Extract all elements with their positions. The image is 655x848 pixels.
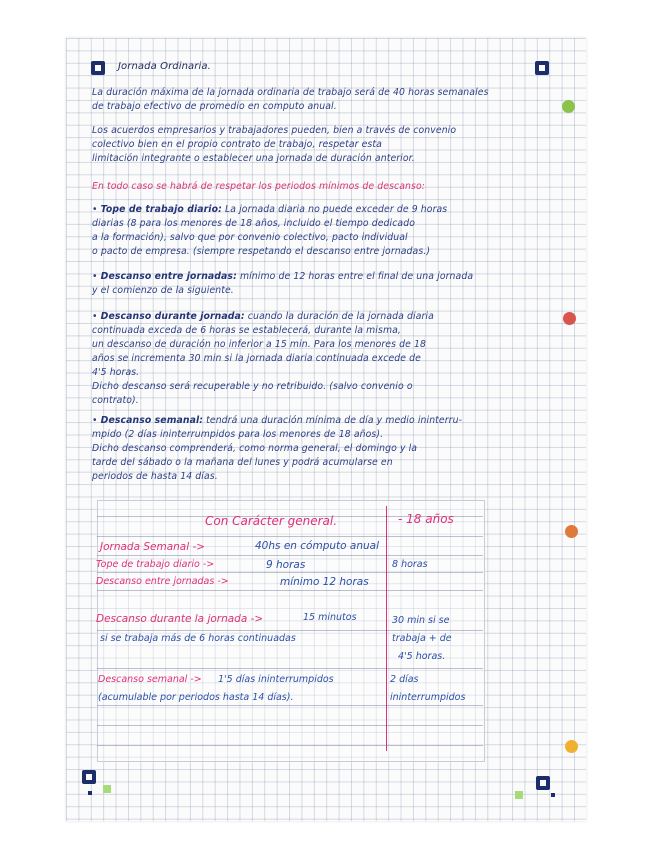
table-row-label: Descanso durante la jornada ->	[96, 613, 264, 625]
table-rule	[97, 725, 483, 726]
tab-marker	[551, 793, 555, 797]
binder-hole	[563, 312, 576, 325]
binder-hole	[562, 100, 575, 113]
paragraph-line: La duración máxima de la jornada ordinaria de trabajo será de 40 horas semanales	[92, 87, 489, 98]
table-cell-minors: 8 horas	[392, 559, 428, 570]
bullet-line: un descanso de duración no inferior a 15 min. Para los menores de 18	[92, 339, 427, 350]
bullet-line: y el comienzo de la siguiente.	[92, 285, 234, 296]
bullet-item: • Descanso durante jornada: cuando la duración de la jornada diaria	[92, 311, 434, 322]
table-row-label: Descanso entre jornadas ->	[96, 576, 229, 587]
bullet-text: La jornada diaria no puede exceder de 9 horas	[224, 204, 448, 215]
table-rule	[97, 668, 483, 669]
table-rule	[97, 630, 483, 631]
table-cell-general: (acumulable por periodos hasta 14 días).	[98, 692, 294, 703]
table-cell-general: 15 minutos	[303, 612, 357, 623]
paragraph-line: En todo caso se habrá de respetar los periodos mínimos de descanso:	[92, 181, 426, 192]
corner-marker-icon	[536, 776, 550, 790]
tab-marker	[103, 785, 111, 793]
table-cell-minors: 30 min si se	[392, 615, 450, 626]
bullet-line: periodos de hasta 14 días.	[92, 471, 218, 482]
page-title: Jornada Ordinaria.	[118, 61, 211, 72]
table-rule	[97, 536, 483, 537]
table-cell-general: 40hs en cómputo anual	[255, 540, 379, 552]
tab-marker	[515, 791, 523, 799]
bullet-line: diarias (8 para los menores de 18 años, incluido el tiempo dedicado	[92, 218, 416, 229]
paragraph-line: colectivo bien en el propio contrato de trabajo, respetar esta	[92, 139, 382, 150]
table-header-minors: - 18 años	[398, 512, 454, 526]
table-cell-minors: 2 días	[390, 674, 419, 685]
table-rule	[97, 745, 483, 746]
binder-hole	[565, 740, 578, 753]
bullet-line: o pacto de empresa. (siempre respetando el descanso entre jornadas.)	[92, 246, 431, 257]
bullet-item: • Descanso semanal: tendrá una duración mínima de día y medio ininterru-	[92, 415, 463, 426]
bullet-line: tarde del sábado o la mañana del lunes y podrá acumularse en	[92, 457, 393, 468]
table-cell-general: 1'5 días ininterrumpidos	[218, 674, 334, 685]
table-rule	[97, 572, 483, 573]
bullet-term: Tope de trabajo diario:	[100, 204, 222, 215]
table-rule	[97, 705, 483, 706]
table-header-general: Con Carácter general.	[205, 514, 338, 528]
corner-marker-icon	[82, 770, 96, 784]
table-cell-general: 9 horas	[266, 559, 306, 571]
table-cell-general: mínimo 12 horas	[280, 576, 369, 588]
bullet-text: cuando la duración de la jornada diaria	[247, 311, 434, 322]
binder-hole	[565, 525, 578, 538]
tab-marker	[88, 791, 92, 795]
table-rule	[97, 590, 483, 591]
bullet-line: contrato).	[92, 395, 139, 406]
table-cell-minors: 4'5 horas.	[398, 651, 446, 662]
bullet-line: años se incrementa 30 min si la jornada diaria continuada excede de	[92, 353, 421, 364]
table-divider	[386, 506, 387, 751]
corner-marker-icon	[535, 61, 549, 75]
table-cell-general: si se trabaja más de 6 horas continuadas	[100, 633, 296, 644]
table-row-label: Jornada Semanal ->	[100, 541, 206, 553]
bullet-line: mpido (2 días ininterrumpidos para los menores de 18 años).	[92, 429, 384, 440]
bullet-item: • Tope de trabajo diario: La jornada diaria no puede exceder de 9 horas	[92, 204, 448, 215]
bullet-item: • Descanso entre jornadas: mínimo de 12 horas entre el final de una jornada	[92, 271, 474, 282]
bullet-line: continuada exceda de 6 horas se establecerá, durante la misma,	[92, 325, 401, 336]
table-cell-minors: trabaja + de	[392, 633, 452, 644]
paragraph-line: limitación integrante o establecer una jornada de duración anterior.	[92, 153, 415, 164]
table-cell-minors: ininterrumpidos	[390, 692, 466, 703]
table-row-label: Descanso semanal ->	[98, 674, 202, 685]
bullet-line: Dicho descanso comprenderá, como norma general, el domingo y la	[92, 443, 418, 454]
bullet-line: a la formación), salvo que por convenio colectivo, pacto individual	[92, 232, 408, 243]
paragraph-line: Los acuerdos empresarios y trabajadores pueden, bien a través de convenio	[92, 125, 457, 136]
corner-marker-icon	[91, 61, 105, 75]
bullet-text: mínimo de 12 horas entre el final de una jornada	[239, 271, 474, 282]
paragraph-line: de trabajo efectivo de promedio en computo anual.	[92, 101, 337, 112]
bullet-term: Descanso semanal:	[100, 415, 204, 426]
bullet-line: Dicho descanso será recuperable y no retribuido. (salvo convenio o	[92, 381, 413, 392]
bullet-line: 4'5 horas.	[92, 367, 140, 378]
bullet-text: tendrá una duración mínima de día y medio ininterru-	[206, 415, 463, 426]
table-row-label: Tope de trabajo diario ->	[96, 559, 215, 570]
table-rule	[97, 555, 483, 556]
bullet-term: Descanso entre jornadas:	[100, 271, 237, 282]
bullet-term: Descanso durante jornada:	[100, 311, 245, 322]
